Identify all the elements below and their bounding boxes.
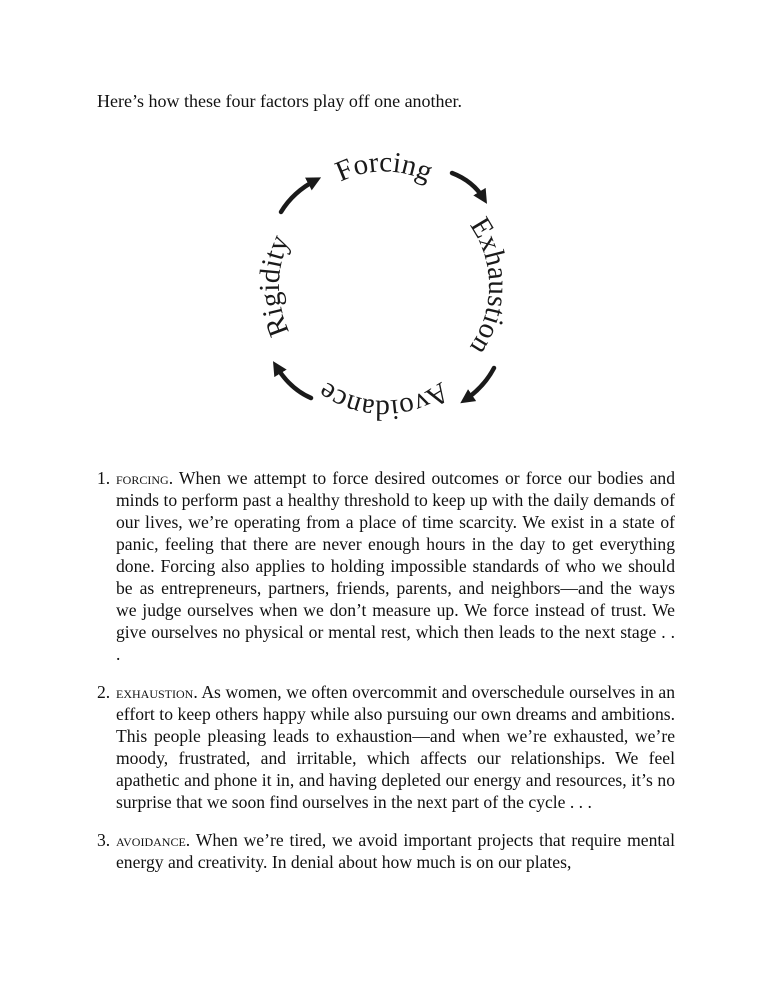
list-item-avoidance — [97, 829, 675, 873]
cycle-label-exhaustion: Exhaustion — [463, 211, 515, 361]
arrow-exhaustion-to-avoidance — [465, 368, 494, 400]
list-item-forcing — [97, 467, 675, 665]
list-item-exhaustion — [97, 681, 675, 813]
list-term: avoidance — [116, 830, 186, 850]
cycle-stage-list — [97, 467, 675, 889]
cycle-diagram — [0, 120, 772, 450]
cycle-label-avoidance: Avoidance — [312, 375, 455, 426]
list-number: 2. — [97, 682, 111, 702]
list-number: 1. — [97, 468, 111, 488]
list-term: exhaustion — [116, 682, 194, 702]
list-number: 3. — [97, 830, 111, 850]
list-text: . As women, we often overcommit and overschedule ourselves in an effort to keep others happy while also pursuing our own dreams and ambitions. This people pleasing leads to exhaustion—and when we’re exhausted, we’re moody, frustrated, and irritable, which affects our relationships. We feel apathetic and phone it in, and having depleted our energy and resources, it’s no surprise that we soon find ourselves in the next part of the cycle . . . — [116, 682, 675, 812]
list-text: . When we attempt to force desired outcomes or force our bodies and minds to perform past a healthy threshold to keep up with the daily demands of our lives, we’re operating from a place of time scarcity. We exist in a state of panic, feeling that there are never enough hours in the day to get everything done. Forcing also applies to holding impossible standards of who we should be as entrepreneurs, partners, friends, parents, and neighbors—and the ways we judge ourselves when we don’t measure up. We force instead of trust. We give ourselves no physical or mental rest, which then leads to the next stage . . . — [116, 468, 675, 664]
list-term: forcing — [116, 468, 169, 488]
list-text: . When we’re tired, we avoid important projects that require mental energy and creativity. In denial about how much is on our plates, — [116, 830, 675, 872]
intro-sentence: Here’s how these four factors play off one another. — [97, 91, 463, 111]
cycle-label-rigidity: Rigidity — [253, 230, 296, 341]
arrow-rigidity-to-forcing — [281, 180, 316, 212]
arrow-avoidance-to-rigidity — [276, 366, 311, 398]
arrow-forcing-to-exhaustion — [452, 173, 484, 199]
cycle-label-forcing: Forcing — [330, 146, 438, 189]
